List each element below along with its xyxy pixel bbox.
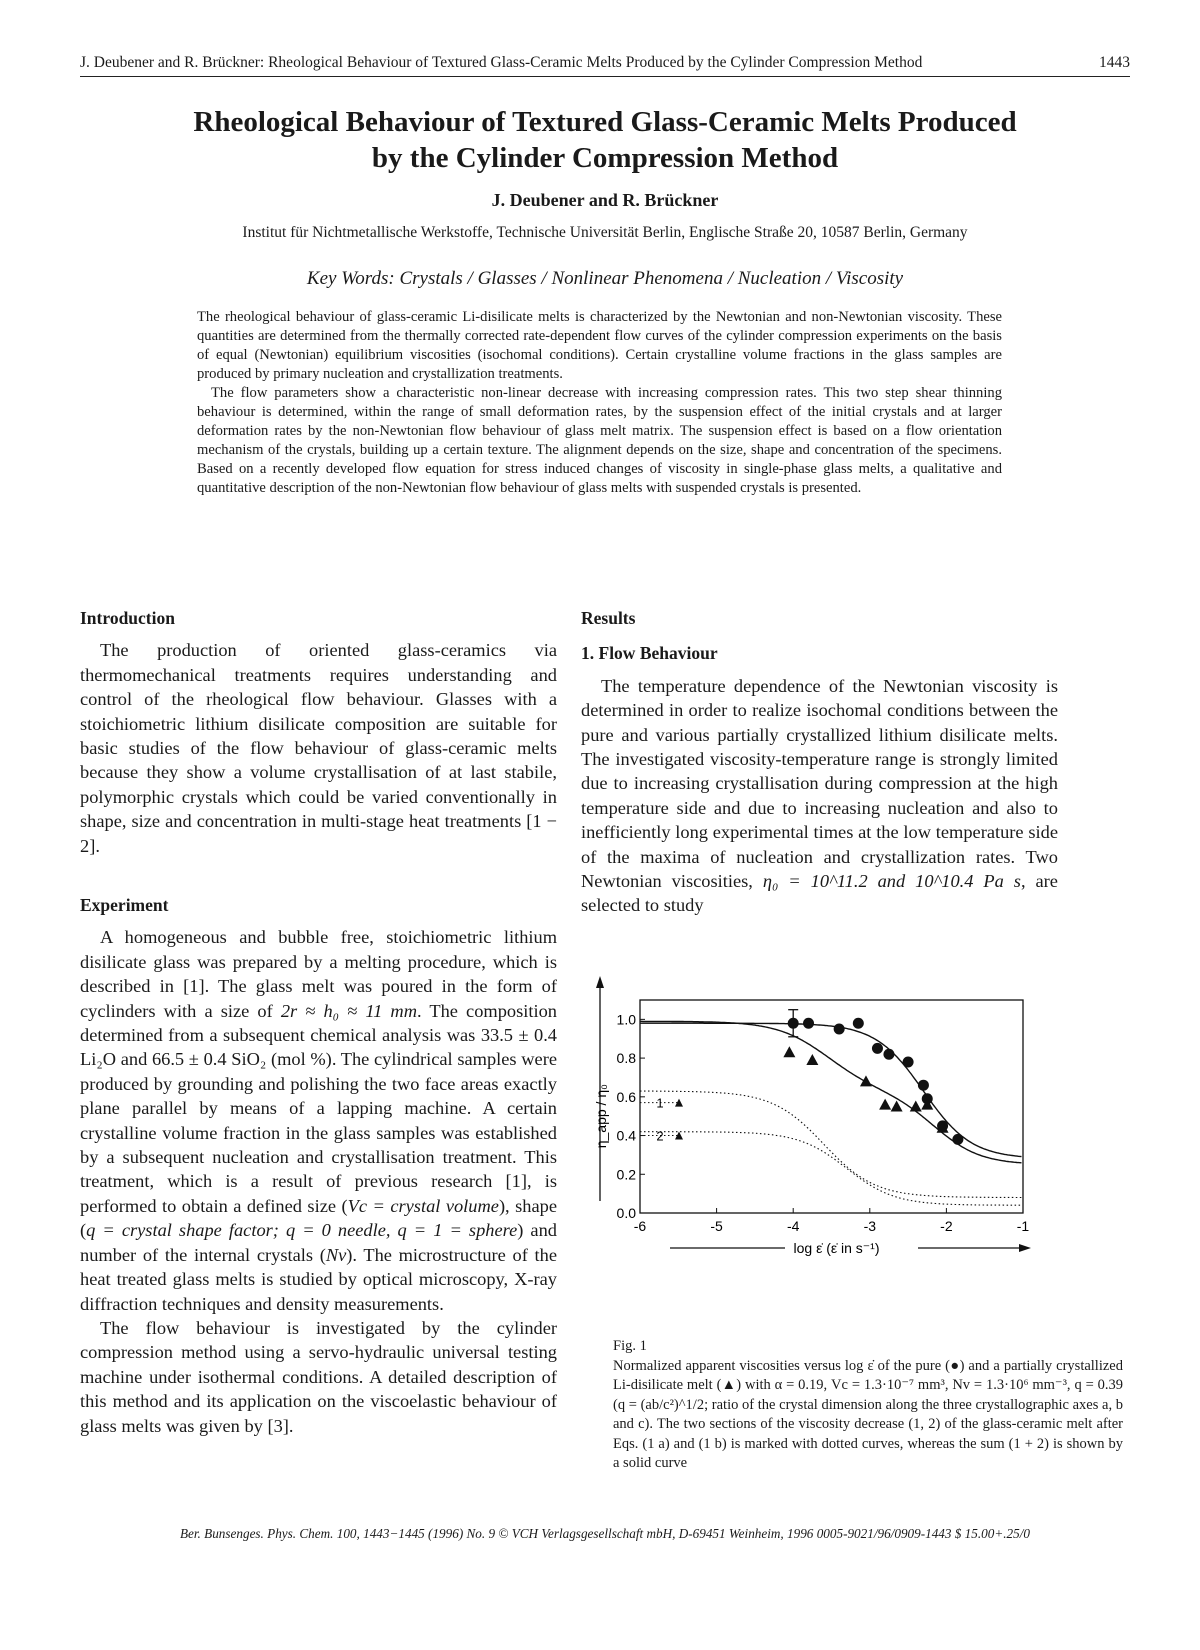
exp-text-c: . The cylindrical samples were produced by grounding and polishing the two face areas exactly plane parallel by means of a lapping machine. A certain crystalline volume fraction in the glass samples was established by a subsequent nucleation and crystallisation treatment. This treatment, which is a result of previous research [1], is performed to obtain a defined size ( <box>80 1049 557 1216</box>
exp-text-a: A homogeneous and bubble free, stoichiometric lithium disilicate glass was prepared by a melting procedure, which is described in [1]. The glass melt was poured in the form of cyclinders with a size of <box>80 927 557 1021</box>
data-point-circle <box>903 1056 914 1067</box>
y-axis-arrow-head <box>596 976 604 988</box>
flow-behaviour-heading: 1. Flow Behaviour <box>581 643 718 664</box>
data-point-circle <box>853 1018 864 1029</box>
x-axis-arrow-head <box>1019 1244 1031 1252</box>
flow-behaviour-text <box>581 674 1058 918</box>
x-tick-label: -5 <box>710 1218 723 1234</box>
data-point-circle <box>834 1024 845 1035</box>
exp-text-e: ) and number of the internal crystals ( <box>80 1220 557 1265</box>
y-tick-label: 0.4 <box>616 1127 636 1144</box>
annotation-2: 2 <box>656 1128 664 1144</box>
introduction-heading: Introduction <box>80 608 175 628</box>
abstract <box>197 308 1002 498</box>
introduction-text: The production of oriented glass-ceramics via thermomechanical treatments requires understanding and control of the rheological flow behaviour. Glasses with a stoichiometric lithium disilicate composition are suitable for basic studies of the flow behaviour of glass-ceramic melts because they show a volume crystallisation of at last stabile, polymorphic crystals which could be varied conventionally in shape, size and concentration in multi-stage heat treatments [1 − 2]. <box>80 640 557 856</box>
data-point-triangle <box>891 1101 903 1112</box>
data-point-triangle <box>879 1099 891 1110</box>
data-point-triangle <box>860 1075 872 1086</box>
keywords: Key Words: Crystals / Glasses / Nonlinear Phenomena / Nucleation / Viscosity <box>306 268 904 289</box>
affiliation: Institut für Nichtmetallische Werkstoffe, Technische Universität Berlin, Englische Straße 20, 10587 Berlin, Germany <box>242 224 968 241</box>
figure-1-chart <box>593 990 1093 1290</box>
figure-caption <box>613 1337 1123 1474</box>
x-tick-label: -1 <box>1016 1218 1030 1234</box>
abstract-paragraph-1: The rheological behaviour of glass-ceramic Li-disilicate melts is characterized by the Newtonian and non-Newtonian viscosity. These quantities are determined from the thermally corrected rate-dependent flow curves of the cylinder compression experiments on the basis of equal (Newtonian) equilibrium viscosities (isochomal conditions). Certain crystalline volume fractions in the glass samples are produced by primary nucleation and crystallization treatments. <box>197 309 1002 382</box>
annotation-1: 1 <box>656 1095 664 1111</box>
experiment-section <box>80 893 557 1438</box>
figure-label: Fig. 1 <box>613 1338 647 1354</box>
running-head <box>80 54 1130 77</box>
y-tick-label: 0.8 <box>616 1050 636 1067</box>
exp-nv: Nv <box>325 1244 347 1265</box>
data-point-triangle <box>806 1054 818 1065</box>
x-tick-label: -6 <box>633 1218 647 1234</box>
exp-composition: 33.5 ± 0.4 Li₂O and 66.5 ± 0.4 SiO₂ (mol %) <box>80 1025 557 1070</box>
dotted-curve-2 <box>640 1132 1022 1206</box>
data-point-circle <box>952 1134 963 1145</box>
data-point-circle <box>918 1080 929 1091</box>
exp-vc: Vc = crystal volume <box>347 1195 499 1216</box>
title-line-1: Rheological Behaviour of Textured Glass-Ceramic Melts Produced <box>193 106 1017 138</box>
flow-text-eta: η₀ = 10^11.2 and 10^10.4 Pa s <box>762 871 1021 892</box>
x-tick-label: -2 <box>940 1218 953 1234</box>
flow-text-b: , are selected to study <box>581 871 1058 916</box>
y-tick-label: 0.0 <box>616 1205 636 1221</box>
experiment-heading: Experiment <box>80 895 169 915</box>
dotted-curve-1 <box>640 1091 1022 1197</box>
paper-title <box>80 104 1130 176</box>
flow-text-a: The temperature dependence of the Newtonian viscosity is determined in order to realize isochomal conditions between the pure and various partially crystallized lithium disilicate melts. The investigated viscosity-temperature range is strongly limited due to increasing crystallisation during compression at the high temperature side and due to increasing nucleation and also to inefficiently long experimental times at the low temperature side of the maxima of nucleation and crystallization rates. Two Newtonian viscosities, <box>581 675 1058 892</box>
exp-text-d: ), shape ( <box>80 1195 557 1241</box>
experiment-paragraph-1 <box>80 925 557 1316</box>
data-point-circle <box>788 1018 799 1029</box>
data-point-circle <box>803 1018 814 1029</box>
data-point-triangle <box>910 1101 922 1112</box>
title-line-2: by the Cylinder Compression Method <box>371 142 839 174</box>
exp-size: 2r ≈ h₀ ≈ 11 mm <box>280 1000 417 1021</box>
footer-citation: Ber. Bunsenges. Phys. Chem. 100, 1443−1445 (1996) No. 9 © VCH Verlagsgesellschaft mbH, D-69451 Weinheim, 1996 0005-9021/96/0909-1443 $ 15.00+.25/0 <box>179 1526 1030 1541</box>
authors: J. Deubener and R. Brückner <box>491 190 719 210</box>
y-axis-label: η_app / η₀ <box>593 1084 609 1149</box>
data-point-circle <box>872 1043 883 1054</box>
y-tick-label: 0.2 <box>616 1166 636 1183</box>
plot-frame <box>640 1000 1023 1213</box>
fit-curve-pure-melt <box>640 1023 1022 1156</box>
x-tick-label: -4 <box>786 1218 800 1234</box>
exp-text-b: . The composition determined from a subsequent chemical analysis was <box>80 1000 557 1046</box>
right-column <box>581 606 1058 918</box>
exp-q: q = crystal shape factor; q = 0 needle, q = 1 = sphere <box>86 1220 518 1241</box>
y-tick-label: 0.6 <box>616 1088 636 1105</box>
running-head-text: J. Deubener and R. Brückner: Rheological Behaviour of Textured Glass-Ceramic Melts Produced by the Cylinder Compression Method <box>80 54 923 71</box>
results-heading: Results <box>581 608 636 628</box>
exp-text-f: ). The microstructure of the heat treated glass melts is studied by optical microscopy, X-ray diffraction techniques and density measurements. <box>80 1244 557 1314</box>
page-number: 1443 <box>1099 54 1130 71</box>
x-axis-label: log ε̇ (ε̇ in s⁻¹) <box>793 1240 880 1256</box>
left-column <box>80 606 557 858</box>
abstract-paragraph-2: The flow parameters show a characteristic non-linear decrease with increasing compression rates. This two step shear thinning behaviour is determined, within the range of small deformation rates, by the suspension effect of the initial crystals and at larger deformation rates by the non-Newtonian flow behaviour of glass melt matrix. The suspension effect is based on a flow orientation mechanism of the crystals, building up a certain texture. The alignment depends on the size, shape and concentration of the specimens. Based on a recently developed flow equation for stress induced changes of viscosity in single-phase glass melts, a qualitative and quantitative description of the non-Newtonian flow behaviour of glass melts with suspended crystals is presented. <box>197 385 1002 496</box>
experiment-paragraph-2: The flow behaviour is investigated by the cylinder compression method using a servo-hydraulic universal testing machine under isothermal conditions. A detailed description of this method and its application on the viscoelastic behaviour of glass melts was given by [3]. <box>80 1317 557 1436</box>
data-point-circle <box>883 1049 894 1060</box>
data-point-triangle <box>783 1046 795 1057</box>
x-tick-label: -3 <box>863 1218 877 1234</box>
figure-caption-text: Normalized apparent viscosities versus log ε̇ of the pure (●) and a partially crystallized Li-disilicate melt (▲) with α = 0.19, Vc = 1.3·10⁻⁷ mm³, Nv = 1.3·10⁶ mm⁻³, q = 0.39 (q = (ab/c²)^1/2; ratio of the crystal dimension along the three crystallographic axes a, b and c). The two sections of the viscosity decrease (1, 2) of the glass-ceramic melt after Eqs. (1 a) and (1 b) is marked with dotted curves, whereas the sum (1 + 2) is shown by a solid curve <box>613 1357 1123 1471</box>
y-tick-label: 1.0 <box>616 1011 636 1028</box>
